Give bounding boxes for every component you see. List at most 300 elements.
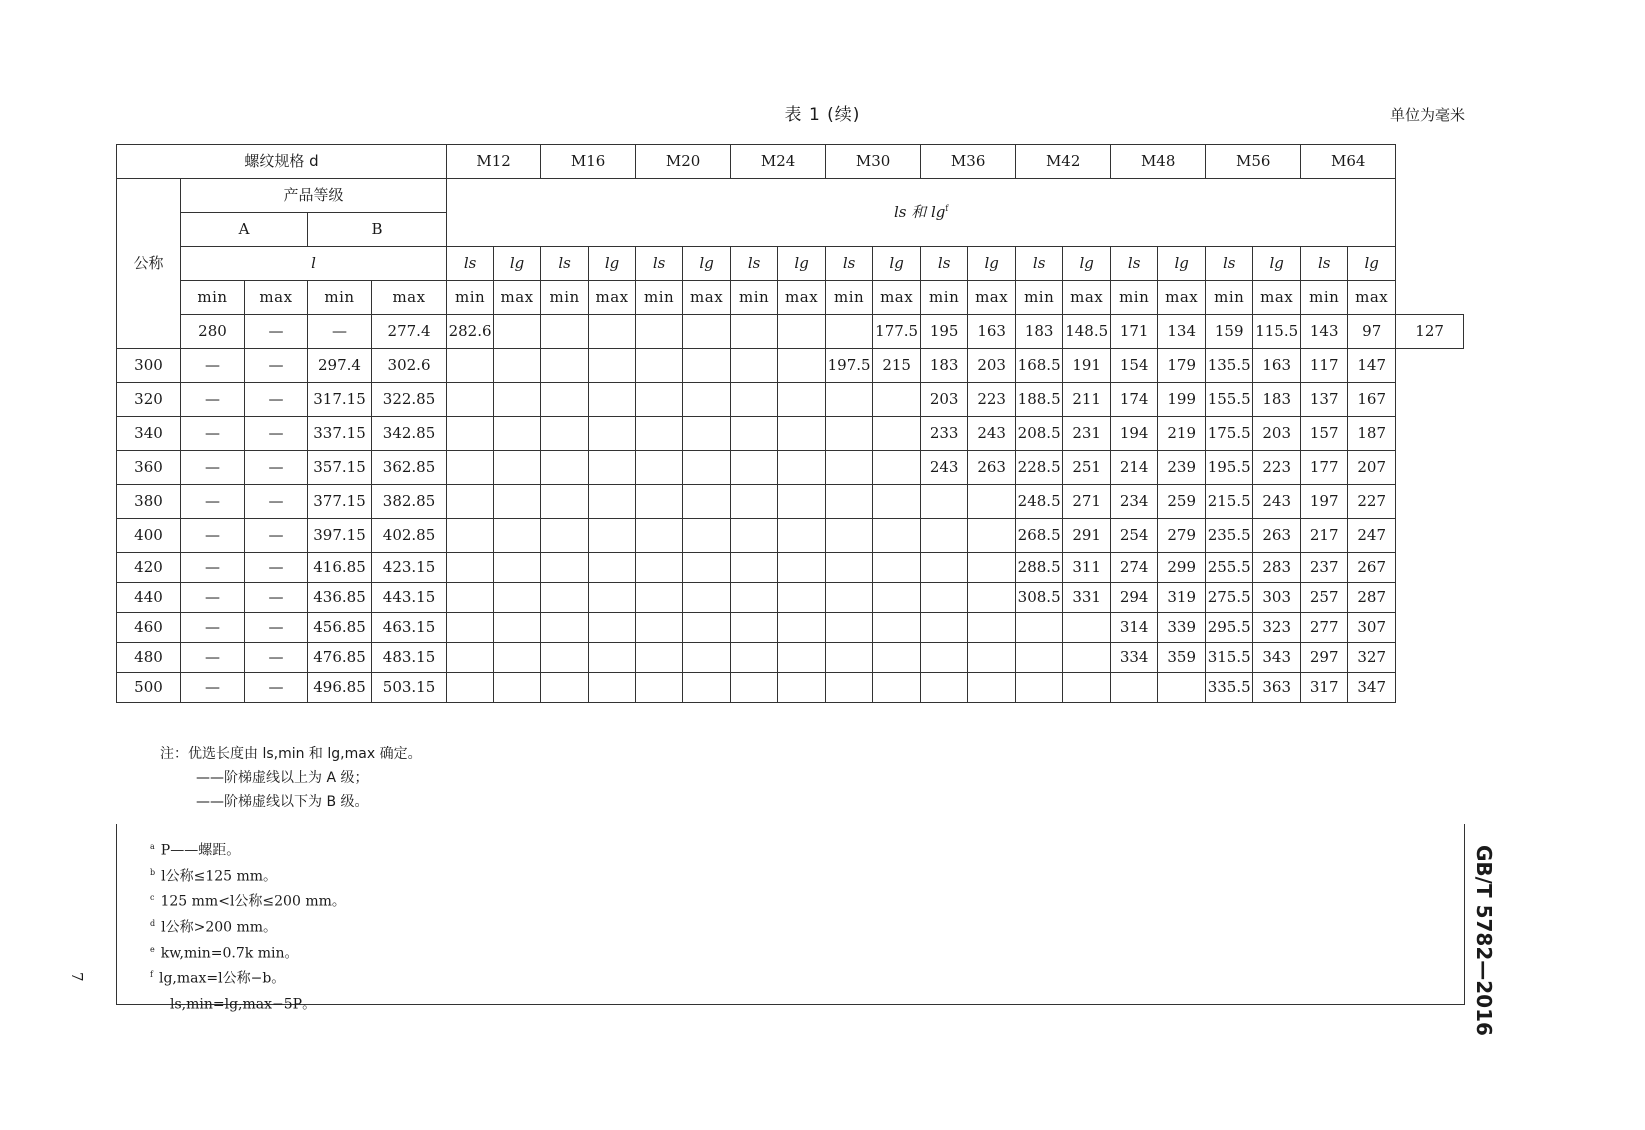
- value-cell: 274: [1111, 553, 1158, 583]
- nominal-length-cell: 300: [117, 349, 181, 383]
- grade-b-min-cell: 436.85: [308, 583, 372, 613]
- table-caption: 表 1 (续): [784, 105, 861, 125]
- grade-b-min-cell: 397.15: [308, 519, 372, 553]
- grade-a-max-cell: —: [245, 383, 308, 417]
- value-cell: 159: [1206, 315, 1253, 349]
- min-header: min: [308, 281, 372, 315]
- value-cell: [921, 643, 968, 673]
- thread-spec-header: 螺纹规格 d: [117, 145, 447, 179]
- value-cell: [636, 583, 683, 613]
- grade-b-min-cell: 416.85: [308, 553, 372, 583]
- value-cell: [826, 553, 873, 583]
- value-cell: 327: [1348, 643, 1396, 673]
- value-cell: [968, 673, 1016, 703]
- value-cell: [1111, 673, 1158, 703]
- footnote-f-mark: f: [945, 204, 949, 214]
- value-cell: [826, 643, 873, 673]
- value-cell: [589, 519, 636, 553]
- min-header: min: [826, 281, 873, 315]
- grade-a-min-cell: —: [181, 643, 245, 673]
- grade-b-min-cell: 377.15: [308, 485, 372, 519]
- size-header: M56: [1206, 145, 1301, 179]
- value-cell: 143: [1301, 315, 1348, 349]
- value-cell: [778, 553, 826, 583]
- value-cell: 331: [1063, 583, 1111, 613]
- value-cell: 288.5: [1016, 553, 1063, 583]
- value-cell: [873, 485, 921, 519]
- value-cell: [826, 451, 873, 485]
- grade-a-max-cell: —: [245, 451, 308, 485]
- value-cell: [541, 417, 589, 451]
- max-header: max: [1158, 281, 1206, 315]
- value-cell: 279: [1158, 519, 1206, 553]
- value-cell: [968, 519, 1016, 553]
- value-cell: [589, 613, 636, 643]
- value-cell: 251: [1063, 451, 1111, 485]
- grade-b-max-cell: 402.85: [372, 519, 447, 553]
- value-cell: [494, 613, 541, 643]
- grade-header-row: [117, 179, 1464, 213]
- value-cell: [826, 315, 873, 349]
- value-cell: [778, 613, 826, 643]
- max-header: max: [778, 281, 826, 315]
- nominal-length-cell: 340: [117, 417, 181, 451]
- value-cell: [447, 485, 494, 519]
- value-cell: [683, 383, 731, 417]
- product-grade-header: 产品等级: [181, 179, 447, 213]
- value-cell: 223: [1253, 451, 1301, 485]
- value-cell: 188.5: [1016, 383, 1063, 417]
- value-cell: [683, 613, 731, 643]
- footnote-line: [150, 913, 346, 939]
- grade-b-min-cell: 496.85: [308, 673, 372, 703]
- footnote-line: [150, 990, 346, 1016]
- value-cell: [731, 451, 778, 485]
- value-cell: [447, 553, 494, 583]
- max-header: max: [683, 281, 731, 315]
- value-cell: [1016, 643, 1063, 673]
- value-cell: 215: [873, 349, 921, 383]
- grade-a-min-cell: —: [245, 315, 308, 349]
- table-row: [117, 583, 1464, 613]
- value-cell: 197: [1301, 485, 1348, 519]
- value-cell: 228.5: [1016, 451, 1063, 485]
- note-line: ——阶梯虚线以下为 B 级。: [196, 794, 369, 810]
- grade-b-max-cell: 362.85: [372, 451, 447, 485]
- value-cell: 203: [968, 349, 1016, 383]
- lg-header: lg: [1063, 247, 1111, 281]
- lg-header: lg: [1253, 247, 1301, 281]
- value-cell: [636, 673, 683, 703]
- value-cell: [447, 673, 494, 703]
- value-cell: [636, 349, 683, 383]
- note-line: 注：优选长度由 ls,min 和 lg,max 确定。: [160, 746, 422, 762]
- value-cell: 254: [1111, 519, 1158, 553]
- value-cell: [589, 383, 636, 417]
- table-row: [117, 315, 1464, 349]
- value-cell: [731, 519, 778, 553]
- value-cell: [921, 519, 968, 553]
- ls-lg-label: ls 和 lg: [893, 203, 946, 222]
- value-cell: 134: [1158, 315, 1206, 349]
- value-cell: [683, 417, 731, 451]
- value-cell: [683, 485, 731, 519]
- value-cell: 117: [1301, 349, 1348, 383]
- value-cell: [731, 383, 778, 417]
- table-row: [117, 553, 1464, 583]
- grade-b-min-cell: 297.4: [308, 349, 372, 383]
- value-cell: [636, 519, 683, 553]
- nominal-length-cell: 320: [117, 383, 181, 417]
- value-cell: [826, 417, 873, 451]
- grade-a-max-cell: —: [245, 583, 308, 613]
- grade-b-max-cell: 483.15: [372, 643, 447, 673]
- value-cell: [873, 613, 921, 643]
- grade-a-max-cell: —: [245, 349, 308, 383]
- value-cell: 317: [1301, 673, 1348, 703]
- min-max-row: [117, 281, 1464, 315]
- footnote-line: [150, 939, 346, 965]
- nominal-length-cell: 500: [117, 673, 181, 703]
- grade-a-max-cell: —: [245, 485, 308, 519]
- value-cell: [778, 673, 826, 703]
- value-cell: [968, 643, 1016, 673]
- value-cell: 203: [921, 383, 968, 417]
- lg-header: lg: [1348, 247, 1396, 281]
- grade-b-max-cell: 443.15: [372, 583, 447, 613]
- value-cell: 137: [1301, 383, 1348, 417]
- value-cell: [921, 583, 968, 613]
- max-header: max: [1253, 281, 1301, 315]
- value-cell: 183: [921, 349, 968, 383]
- value-cell: [447, 349, 494, 383]
- ls-lg-header: [447, 179, 1396, 247]
- table-row: [117, 485, 1464, 519]
- nominal-header: 公称: [117, 179, 181, 349]
- min-header: min: [181, 281, 245, 315]
- table-row: [117, 673, 1464, 703]
- value-cell: [541, 315, 589, 349]
- grade-b-min-cell: 317.15: [308, 383, 372, 417]
- nominal-length-cell: 280: [181, 315, 245, 349]
- value-cell: 217: [1301, 519, 1348, 553]
- value-cell: 243: [921, 451, 968, 485]
- value-cell: 235.5: [1206, 519, 1253, 553]
- grade-a-min-cell: —: [181, 417, 245, 451]
- value-cell: 147: [1348, 349, 1396, 383]
- grade-b-max-cell: 423.15: [372, 553, 447, 583]
- footnote-text: P——螺距。: [160, 842, 241, 859]
- value-cell: [921, 673, 968, 703]
- value-cell: 239: [1158, 451, 1206, 485]
- max-header: max: [1063, 281, 1111, 315]
- value-cell: 267: [1348, 553, 1396, 583]
- value-cell: 207: [1348, 451, 1396, 485]
- grade-a-min-cell: —: [181, 583, 245, 613]
- value-cell: [873, 417, 921, 451]
- value-cell: 295.5: [1206, 613, 1253, 643]
- value-cell: 197.5: [826, 349, 873, 383]
- value-cell: [494, 673, 541, 703]
- value-cell: [826, 613, 873, 643]
- value-cell: 135.5: [1206, 349, 1253, 383]
- table-row: [117, 349, 1464, 383]
- value-cell: 179: [1158, 349, 1206, 383]
- value-cell: [636, 315, 683, 349]
- value-cell: [731, 315, 778, 349]
- grade-a-min-cell: —: [181, 451, 245, 485]
- value-cell: [541, 451, 589, 485]
- grade-a-max-cell: —: [245, 643, 308, 673]
- value-cell: 157: [1301, 417, 1348, 451]
- value-cell: [636, 553, 683, 583]
- size-header: M20: [636, 145, 731, 179]
- grade-b-max-cell: 302.6: [372, 349, 447, 383]
- value-cell: [731, 673, 778, 703]
- unit-label: 单位为毫米: [1389, 106, 1465, 124]
- value-cell: [494, 553, 541, 583]
- value-cell: [778, 451, 826, 485]
- value-cell: 208.5: [1016, 417, 1063, 451]
- value-cell: [683, 673, 731, 703]
- value-cell: 154: [1111, 349, 1158, 383]
- value-cell: [494, 315, 541, 349]
- value-cell: 174: [1111, 383, 1158, 417]
- value-cell: 347: [1348, 673, 1396, 703]
- value-cell: 275.5: [1206, 583, 1253, 613]
- ls-header: ls: [636, 247, 683, 281]
- footnote-text: l公称>200 mm。: [161, 919, 278, 936]
- value-cell: [731, 417, 778, 451]
- value-cell: [447, 417, 494, 451]
- value-cell: [826, 519, 873, 553]
- value-cell: [826, 583, 873, 613]
- max-header: max: [494, 281, 541, 315]
- value-cell: 283: [1253, 553, 1301, 583]
- size-header: M12: [447, 145, 541, 179]
- value-cell: 231: [1063, 417, 1111, 451]
- value-cell: [968, 613, 1016, 643]
- value-cell: 194: [1111, 417, 1158, 451]
- l-ls-lg-row: [117, 247, 1464, 281]
- value-cell: [589, 583, 636, 613]
- max-header: max: [589, 281, 636, 315]
- value-cell: 191: [1063, 349, 1111, 383]
- grade-a-max-cell: —: [245, 553, 308, 583]
- value-cell: [731, 485, 778, 519]
- grade-b-header: B: [308, 213, 447, 247]
- nominal-length-cell: 420: [117, 553, 181, 583]
- grade-a-max-cell: —: [245, 417, 308, 451]
- value-cell: [873, 383, 921, 417]
- value-cell: [447, 643, 494, 673]
- value-cell: [731, 553, 778, 583]
- value-cell: 343: [1253, 643, 1301, 673]
- value-cell: [968, 583, 1016, 613]
- grade-a-min-cell: —: [181, 349, 245, 383]
- value-cell: [778, 485, 826, 519]
- value-cell: 227: [1348, 485, 1396, 519]
- footnote-text: ls,min=lg,max−5P。: [170, 996, 317, 1013]
- grade-b-max-cell: 503.15: [372, 673, 447, 703]
- max-header: max: [873, 281, 921, 315]
- value-cell: 215.5: [1206, 485, 1253, 519]
- grade-a-min-cell: —: [181, 485, 245, 519]
- value-cell: 255.5: [1206, 553, 1253, 583]
- min-header: min: [1016, 281, 1063, 315]
- value-cell: 234: [1111, 485, 1158, 519]
- table-row: [117, 417, 1464, 451]
- value-cell: [968, 553, 1016, 583]
- ls-header: ls: [731, 247, 778, 281]
- value-cell: 259: [1158, 485, 1206, 519]
- value-cell: [826, 485, 873, 519]
- footnote-mark: d: [150, 918, 156, 928]
- note-line: ——阶梯虚线以上为 A 级；: [196, 770, 369, 786]
- value-cell: [494, 583, 541, 613]
- value-cell: [589, 349, 636, 383]
- size-header: M36: [921, 145, 1016, 179]
- min-header: min: [447, 281, 494, 315]
- value-cell: 319: [1158, 583, 1206, 613]
- value-cell: [541, 643, 589, 673]
- value-cell: 163: [1253, 349, 1301, 383]
- value-cell: 219: [1158, 417, 1206, 451]
- table-row: [117, 643, 1464, 673]
- value-cell: [1016, 673, 1063, 703]
- grade-b-max-cell: 322.85: [372, 383, 447, 417]
- value-cell: [589, 417, 636, 451]
- min-header: min: [541, 281, 589, 315]
- value-cell: [541, 383, 589, 417]
- value-cell: [494, 485, 541, 519]
- value-cell: [683, 451, 731, 485]
- value-cell: 315.5: [1206, 643, 1253, 673]
- value-cell: [921, 613, 968, 643]
- value-cell: [683, 553, 731, 583]
- table-row: [117, 383, 1464, 417]
- max-header: max: [372, 281, 447, 315]
- value-cell: [683, 643, 731, 673]
- value-cell: [683, 315, 731, 349]
- lg-header: lg: [968, 247, 1016, 281]
- ls-header: ls: [826, 247, 873, 281]
- nominal-length-cell: 380: [117, 485, 181, 519]
- value-cell: 183: [1253, 383, 1301, 417]
- value-cell: [589, 451, 636, 485]
- value-cell: 237: [1301, 553, 1348, 583]
- value-cell: 291: [1063, 519, 1111, 553]
- value-cell: 199: [1158, 383, 1206, 417]
- value-cell: [589, 553, 636, 583]
- l-header: l: [181, 247, 447, 281]
- grade-b-min-cell: 357.15: [308, 451, 372, 485]
- ls-header: ls: [541, 247, 589, 281]
- value-cell: [636, 383, 683, 417]
- grade-b-min-cell: 337.15: [308, 417, 372, 451]
- value-cell: 308.5: [1016, 583, 1063, 613]
- nominal-length-cell: 400: [117, 519, 181, 553]
- min-header: min: [1301, 281, 1348, 315]
- value-cell: 214: [1111, 451, 1158, 485]
- value-cell: 339: [1158, 613, 1206, 643]
- footnote-text: 125 mm<l公称≤200 mm。: [160, 893, 346, 910]
- value-cell: 257: [1301, 583, 1348, 613]
- footnotes: [150, 836, 346, 1016]
- value-cell: [1158, 673, 1206, 703]
- value-cell: 163: [968, 315, 1016, 349]
- value-cell: 287: [1348, 583, 1396, 613]
- value-cell: 177.5: [873, 315, 921, 349]
- value-cell: [1016, 613, 1063, 643]
- value-cell: 303: [1253, 583, 1301, 613]
- value-cell: [873, 553, 921, 583]
- ls-header: ls: [1111, 247, 1158, 281]
- value-cell: 323: [1253, 613, 1301, 643]
- value-cell: [826, 673, 873, 703]
- value-cell: [636, 613, 683, 643]
- value-cell: [541, 553, 589, 583]
- value-cell: [494, 643, 541, 673]
- value-cell: [873, 673, 921, 703]
- value-cell: [636, 417, 683, 451]
- size-header: M42: [1016, 145, 1111, 179]
- grade-a-max-cell: —: [308, 315, 372, 349]
- value-cell: 187: [1348, 417, 1396, 451]
- table-notes: [160, 742, 422, 814]
- value-cell: [636, 451, 683, 485]
- value-cell: 183: [1016, 315, 1063, 349]
- max-header: max: [1348, 281, 1396, 315]
- value-cell: 294: [1111, 583, 1158, 613]
- value-cell: 195: [921, 315, 968, 349]
- footnote-line: [150, 862, 346, 888]
- value-cell: [683, 349, 731, 383]
- lg-header: lg: [683, 247, 731, 281]
- value-cell: [541, 485, 589, 519]
- value-cell: [494, 519, 541, 553]
- value-cell: [731, 643, 778, 673]
- value-cell: 148.5: [1063, 315, 1111, 349]
- value-cell: [447, 583, 494, 613]
- value-cell: [494, 349, 541, 383]
- footnote-mark: c: [150, 893, 155, 903]
- value-cell: [873, 451, 921, 485]
- value-cell: [778, 349, 826, 383]
- value-cell: 311: [1063, 553, 1111, 583]
- size-header: M30: [826, 145, 921, 179]
- value-cell: 299: [1158, 553, 1206, 583]
- value-cell: [589, 315, 636, 349]
- value-cell: 363: [1253, 673, 1301, 703]
- grade-a-min-cell: —: [181, 519, 245, 553]
- footnote-text: l公称≤125 mm。: [161, 868, 278, 885]
- value-cell: [589, 485, 636, 519]
- grade-a-max-cell: —: [245, 613, 308, 643]
- value-cell: 263: [1253, 519, 1301, 553]
- table-row: [117, 613, 1464, 643]
- grade-a-min-cell: —: [181, 613, 245, 643]
- value-cell: 263: [968, 451, 1016, 485]
- value-cell: [494, 383, 541, 417]
- value-cell: [1063, 613, 1111, 643]
- value-cell: [447, 613, 494, 643]
- value-cell: 334: [1111, 643, 1158, 673]
- value-cell: [1063, 643, 1111, 673]
- lg-header: lg: [778, 247, 826, 281]
- grade-b-min-cell: 476.85: [308, 643, 372, 673]
- value-cell: 359: [1158, 643, 1206, 673]
